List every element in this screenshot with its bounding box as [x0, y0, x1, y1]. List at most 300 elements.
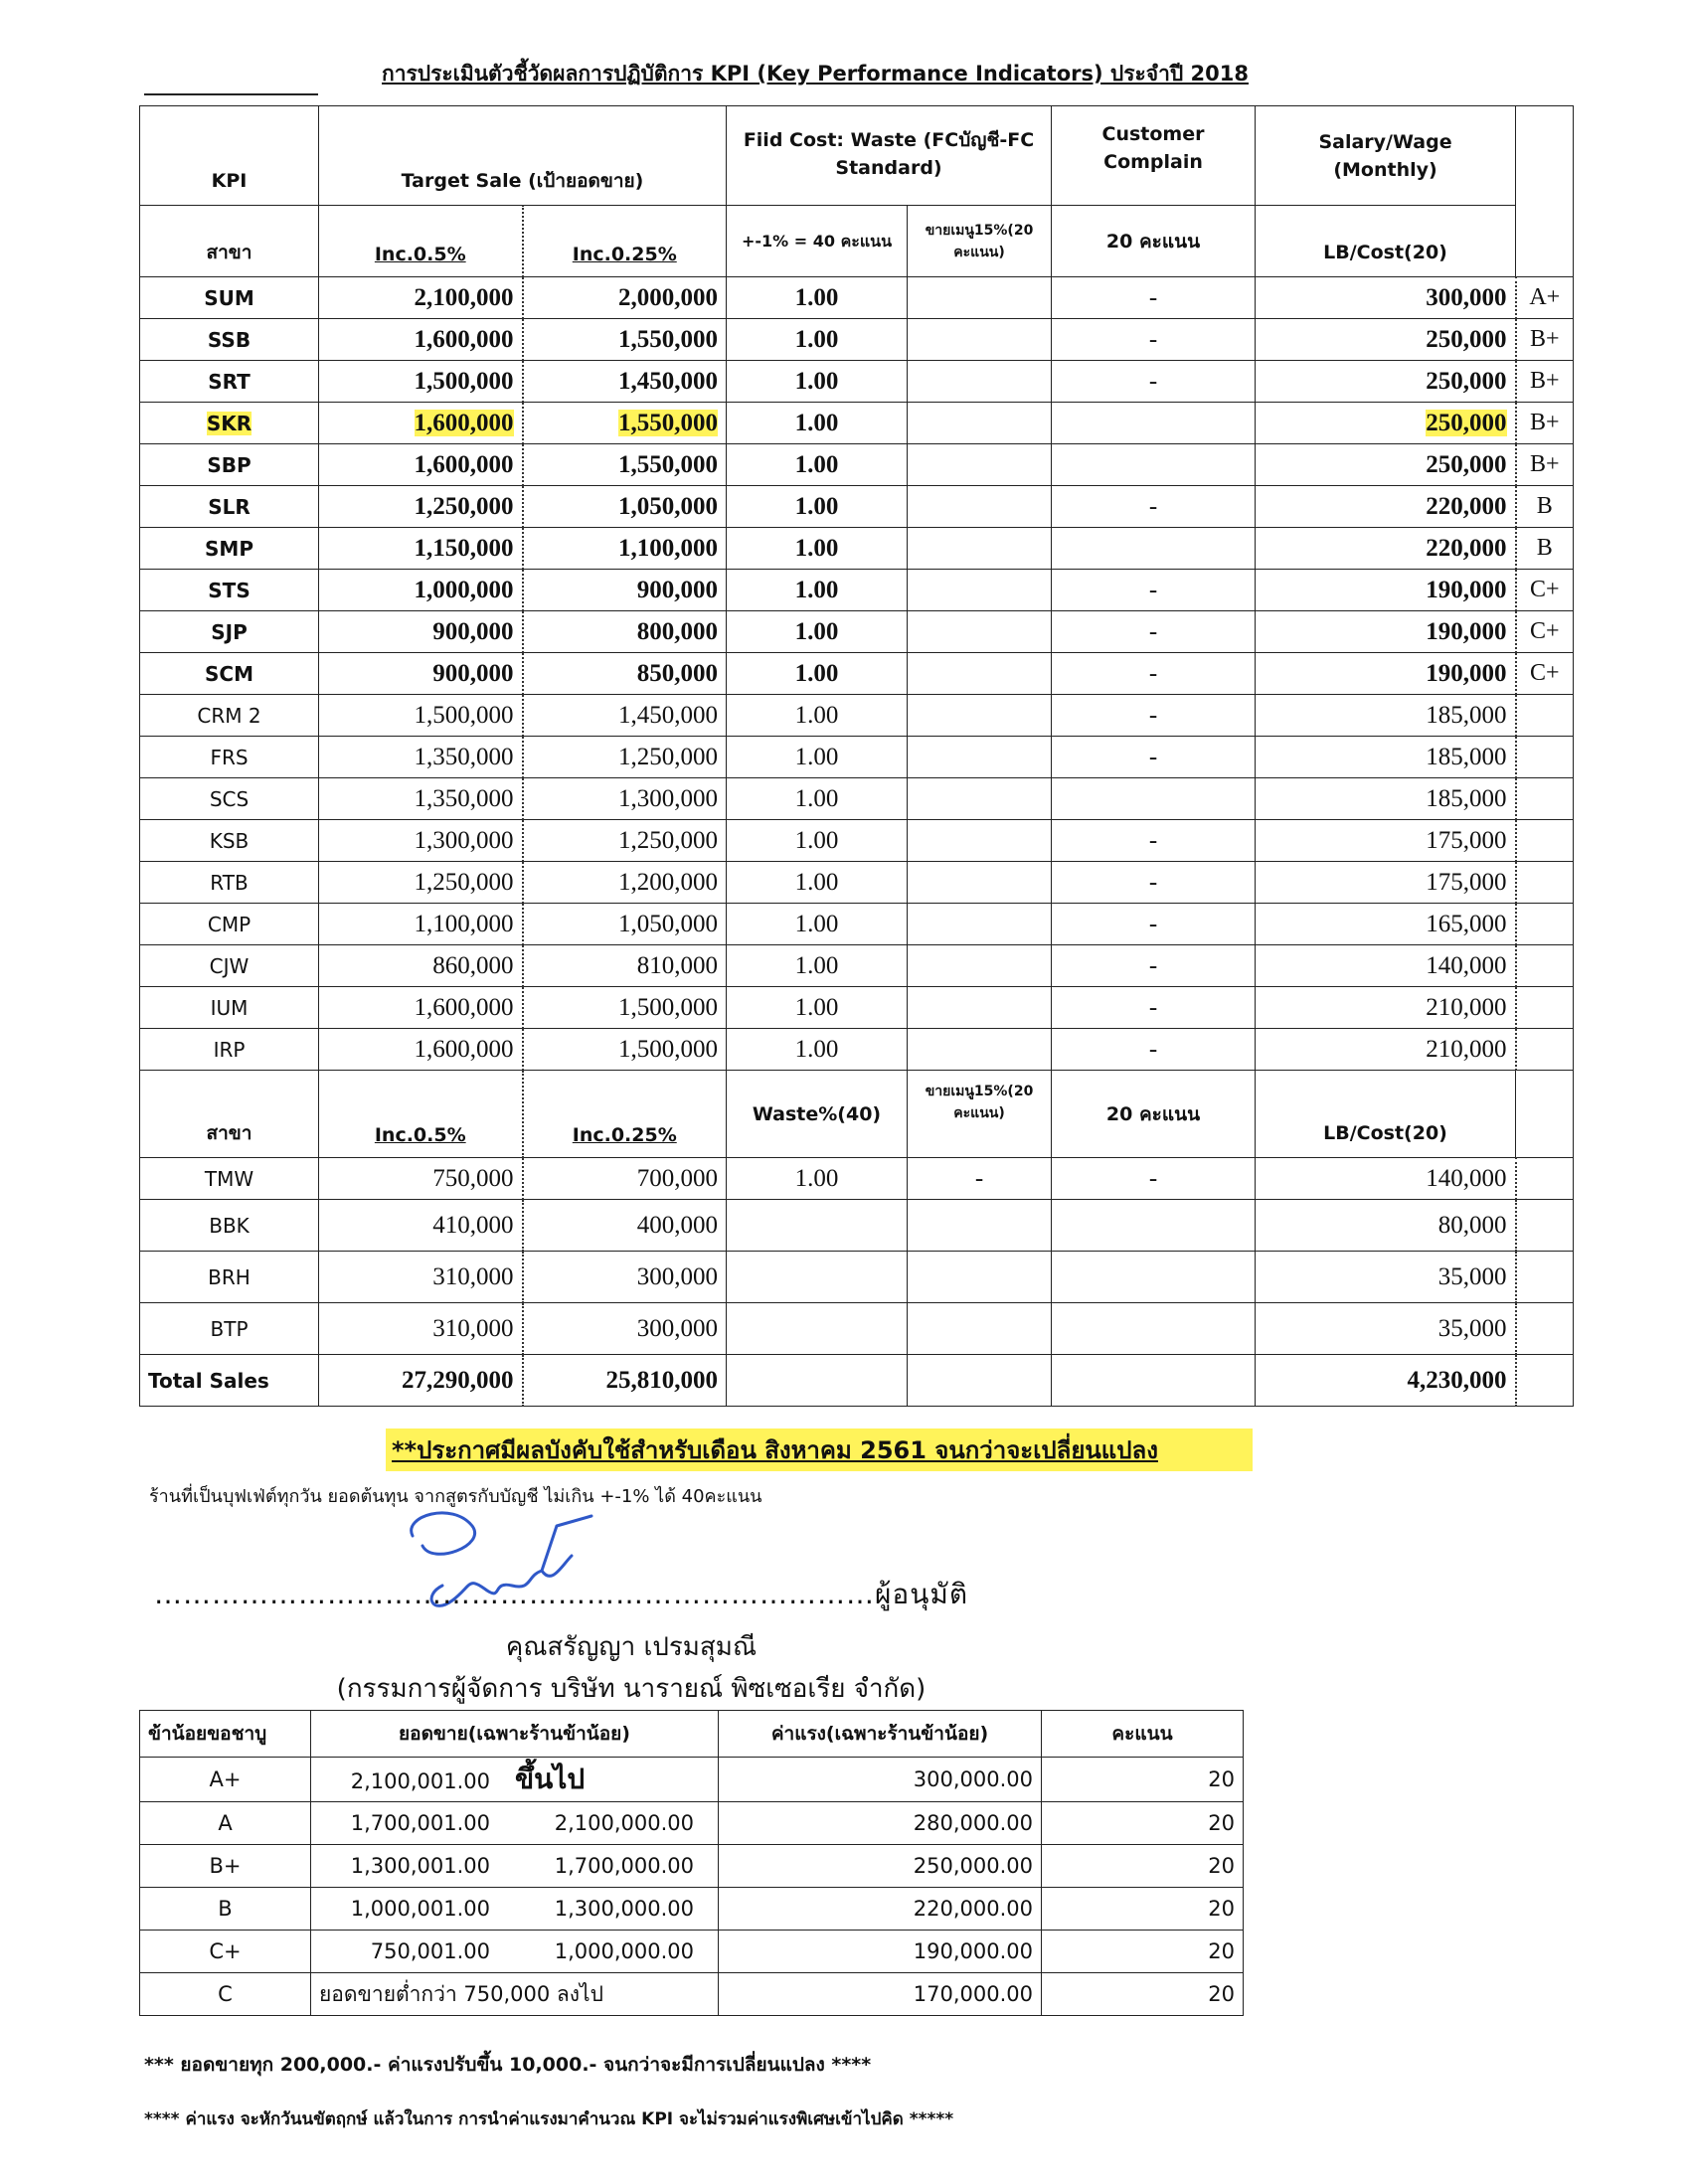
table-row [140, 1158, 1574, 1200]
cell-value: 1,250,000 [618, 743, 719, 770]
cell-value: 20 [1208, 1811, 1235, 1835]
cell-value: 300,000 [1426, 283, 1507, 311]
table-row [140, 987, 1574, 1029]
buffet-cell [908, 444, 1052, 486]
table-row [140, 486, 1574, 528]
inc-05-cell [319, 319, 523, 361]
inc-05-cell [319, 695, 523, 737]
grade-cell [1516, 528, 1574, 570]
grade-row [140, 1888, 1244, 1931]
inc-025-cell [523, 403, 727, 444]
complain-cell [1052, 1158, 1256, 1200]
cell-value: 1.00 [794, 409, 839, 436]
table-row [140, 570, 1574, 611]
cell-value: C+ [1529, 618, 1560, 644]
table-row [140, 1200, 1574, 1252]
cell-value: 1.00 [794, 576, 839, 603]
cell-value: TMW [204, 1166, 254, 1191]
total-inc-025: 25,810,000 [523, 1355, 727, 1407]
cell-value: SSB [207, 327, 252, 352]
cell-value: 2,100,000 [414, 283, 514, 311]
cell-value: C [218, 1982, 233, 2006]
grade-cell [1516, 945, 1574, 987]
cell-value: SBP [207, 452, 252, 477]
fc-cell [727, 945, 908, 987]
fc-cell [727, 653, 908, 695]
cell-value: - [1148, 576, 1158, 603]
grade-cell [1516, 570, 1574, 611]
grade-cell [1516, 987, 1574, 1029]
salary-cell [1256, 1158, 1516, 1200]
cell-value: 190,000 [1426, 576, 1507, 603]
cell-value: 1.00 [794, 450, 839, 478]
cell-value: 310,000 [432, 1314, 514, 1342]
cell-value: 190,000 [1426, 659, 1507, 687]
table-row [140, 1303, 1574, 1355]
salary-cell [1256, 528, 1516, 570]
salary-cell [1256, 611, 1516, 653]
complain-cell [1052, 361, 1256, 403]
cell-value: 900,000 [432, 617, 514, 645]
inc-025-cell [523, 1303, 727, 1355]
cell-value: 750,001.00 [370, 1939, 490, 1963]
grade-header-level: ข้าน้อยขอชาบู [140, 1711, 311, 1758]
salary-cell [1256, 945, 1516, 987]
salary-cell [1256, 862, 1516, 904]
grade-cell [1516, 820, 1574, 862]
branch-cell [140, 778, 319, 820]
grade-cell [1516, 611, 1574, 653]
cell-value: 80,000 [1437, 1211, 1507, 1239]
buffet-cell [908, 945, 1052, 987]
inc-05-cell [319, 403, 523, 444]
cell-value: 140,000 [1426, 951, 1507, 979]
cell-value: 20 [1208, 1939, 1235, 1963]
table-row [140, 444, 1574, 486]
cell-value: B+ [1529, 451, 1560, 477]
cell-value: 1,550,000 [618, 325, 719, 353]
inc-025-cell [523, 737, 727, 778]
grade-wage-cell [719, 1931, 1042, 1973]
cell-value: 220,000 [1426, 492, 1507, 520]
cell-value: 140,000 [1426, 1164, 1507, 1192]
buffet-cell [908, 778, 1052, 820]
cell-value: 165,000 [1426, 910, 1507, 937]
cell-value: 1.00 [794, 868, 839, 896]
grade-cell [1516, 1029, 1574, 1071]
buffet-cell [908, 1200, 1052, 1252]
cell-value: 1,450,000 [618, 701, 719, 729]
complain-cell [1052, 987, 1256, 1029]
subheader-fc-score: +-1% = 40 คะแนน [727, 206, 908, 277]
inc-025-cell [523, 486, 727, 528]
table-row [140, 904, 1574, 945]
cell-value: 220,000.00 [913, 1897, 1033, 1921]
branch-cell [140, 904, 319, 945]
branch-cell [140, 820, 319, 862]
cell-value: CJW [209, 953, 250, 978]
cell-value: SUM [204, 285, 254, 310]
cell-value: 1,450,000 [618, 367, 719, 395]
complain-cell [1052, 778, 1256, 820]
section2-buffet-score: ขายเมนู15%(20 คะแนน) [908, 1071, 1052, 1158]
subheader-inc-05: Inc.0.5% [319, 206, 523, 277]
cell-value: 1.00 [794, 743, 839, 770]
total-blank-buffet [908, 1355, 1052, 1407]
buffet-cell [908, 820, 1052, 862]
cell-value: - [1148, 659, 1158, 687]
grade-score-cell [1042, 1888, 1244, 1931]
cell-value: 1.00 [794, 492, 839, 520]
cell-value: 1,600,000 [414, 450, 514, 478]
cell-value: 1,250,000 [618, 826, 719, 854]
header-kpi: KPI [140, 106, 319, 206]
inc-05-cell [319, 778, 523, 820]
buffet-cell [908, 486, 1052, 528]
cell-value: 1,700,001.00 [350, 1811, 490, 1835]
fc-cell [727, 361, 908, 403]
kpi-table [139, 105, 1574, 1407]
cell-value: 1.00 [794, 325, 839, 353]
salary-cell [1256, 403, 1516, 444]
cell-value: - [1148, 367, 1158, 395]
inc-025-cell [523, 1158, 727, 1200]
salary-cell [1256, 904, 1516, 945]
buffet-cell [908, 862, 1052, 904]
cell-value: 410,000 [432, 1211, 514, 1239]
table-row [140, 737, 1574, 778]
complain-cell [1052, 611, 1256, 653]
branch-cell [140, 361, 319, 403]
cell-value: A+ [1529, 284, 1561, 310]
total-inc-05: 27,290,000 [319, 1355, 523, 1407]
grade-wage-cell [719, 1845, 1042, 1888]
inc-025-cell [523, 1252, 727, 1303]
header-grade-blank [1516, 106, 1574, 277]
approver-position: (กรรมการผู้จัดการ บริษัท นารายณ์ พิซเซอเรีย จำกัด) [336, 1674, 927, 1704]
cell-value: - [1148, 325, 1158, 353]
branch-cell [140, 444, 319, 486]
cell-value: 1.00 [794, 659, 839, 687]
inc-025-cell [523, 611, 727, 653]
fc-cell [727, 1200, 908, 1252]
salary-cell [1256, 277, 1516, 319]
cell-value: 185,000 [1426, 784, 1507, 812]
inc-05-cell [319, 277, 523, 319]
cell-value: 190,000.00 [913, 1939, 1033, 1963]
cell-value: 1,050,000 [618, 492, 719, 520]
cell-value: B+ [1529, 368, 1560, 394]
cell-value: 1,350,000 [414, 743, 514, 770]
fc-cell [727, 444, 908, 486]
grade-level-cell [140, 1845, 311, 1888]
branch-cell [140, 945, 319, 987]
grade-cell [1516, 361, 1574, 403]
branch-cell [140, 1158, 319, 1200]
cell-value: 1,000,000.00 [554, 1939, 694, 1963]
grade-score-cell [1042, 1802, 1244, 1845]
cell-value: 210,000 [1426, 1035, 1507, 1063]
grade-sales-range-cell [311, 1931, 719, 1973]
cell-value: 175,000 [1426, 868, 1507, 896]
title-divider [144, 93, 318, 95]
cell-value: 35,000 [1437, 1314, 1507, 1342]
cell-value: 1,550,000 [618, 409, 719, 436]
cell-value: 900,000 [636, 576, 719, 603]
cell-value: 20 [1208, 1897, 1235, 1921]
table-row [140, 945, 1574, 987]
cell-value: 1.00 [794, 784, 839, 812]
cell-value: 220,000 [1426, 534, 1507, 562]
cell-value: 1,200,000 [618, 868, 719, 896]
grade-cell [1516, 1252, 1574, 1303]
cell-value: 190,000 [1426, 617, 1507, 645]
salary-cell [1256, 1303, 1516, 1355]
cell-value: 210,000 [1426, 993, 1507, 1021]
inc-025-cell [523, 820, 727, 862]
cell-value: SRT [208, 369, 251, 394]
grade-cell [1516, 277, 1574, 319]
section2-inc-025: Inc.0.25% [523, 1071, 727, 1158]
table-row [140, 820, 1574, 862]
complain-cell [1052, 277, 1256, 319]
inc-05-cell [319, 904, 523, 945]
total-blank-complain [1052, 1355, 1256, 1407]
inc-05-cell [319, 361, 523, 403]
cell-value: 1.00 [794, 1035, 839, 1063]
inc-025-cell [523, 653, 727, 695]
cell-value: 700,000 [636, 1164, 719, 1192]
complain-cell [1052, 695, 1256, 737]
cell-value: 1.00 [794, 701, 839, 729]
inc-025-cell [523, 528, 727, 570]
salary-cell [1256, 778, 1516, 820]
buffet-cell [908, 570, 1052, 611]
table-row [140, 778, 1574, 820]
grade-score-cell [1042, 1758, 1244, 1802]
cell-value: IRP [213, 1037, 246, 1062]
cell-value: 850,000 [636, 659, 719, 687]
subheader-branch: สาขา [140, 206, 319, 277]
fc-cell [727, 319, 908, 361]
inc-025-cell [523, 570, 727, 611]
cell-value: 2,100,000.00 [554, 1811, 694, 1835]
table-row [140, 403, 1574, 444]
cell-value: FRS [210, 745, 249, 769]
table-row [140, 361, 1574, 403]
complain-cell [1052, 737, 1256, 778]
complain-cell [1052, 486, 1256, 528]
subheader-inc-025: Inc.0.25% [523, 206, 727, 277]
salary-cell [1256, 737, 1516, 778]
cell-value: B [1536, 535, 1553, 561]
fc-cell [727, 1029, 908, 1071]
cell-value: SMP [205, 536, 253, 561]
grade-cell [1516, 1158, 1574, 1200]
cell-value: 400,000 [636, 1211, 719, 1239]
grade-cell [1516, 1200, 1574, 1252]
buffet-cell [908, 403, 1052, 444]
grade-score-cell [1042, 1973, 1244, 2016]
grade-header-wage: ค่าแรง(เฉพาะร้านข้าน้อย) [719, 1711, 1042, 1758]
inc-05-cell [319, 528, 523, 570]
cell-value: CRM 2 [197, 703, 261, 728]
fc-cell [727, 611, 908, 653]
grade-sales-range-cell [311, 1888, 719, 1931]
inc-025-cell [523, 987, 727, 1029]
cell-value: CMP [207, 912, 252, 936]
cell-value: 810,000 [636, 951, 719, 979]
grade-cell [1516, 403, 1574, 444]
cell-value: C+ [1529, 660, 1560, 686]
fc-cell [727, 528, 908, 570]
inc-025-cell [523, 695, 727, 737]
cell-value: 1.00 [794, 993, 839, 1021]
cell-value: 35,000 [1437, 1262, 1507, 1290]
table-row [140, 653, 1574, 695]
page-title: การประเมินตัวชี้วัดผลการปฏิบัติการ KPI (Key Performance Indicators) ประจำปี 2018 [382, 62, 1249, 85]
cell-value: 800,000 [636, 617, 719, 645]
cell-value: 1,300,000 [414, 826, 514, 854]
branch-cell [140, 987, 319, 1029]
inc-05-cell [319, 737, 523, 778]
grade-table [139, 1710, 1244, 2016]
branch-cell [140, 277, 319, 319]
cell-value: SKR [206, 411, 253, 435]
salary-cell [1256, 820, 1516, 862]
fc-cell [727, 778, 908, 820]
cell-value: ขึ้นไป [515, 1763, 586, 1795]
cell-value: 300,000.00 [913, 1767, 1033, 1791]
header-salary: Salary/Wage (Monthly) [1256, 106, 1516, 206]
grade-cell [1516, 695, 1574, 737]
cell-value: 1.00 [794, 826, 839, 854]
cell-value: SJP [211, 619, 248, 644]
branch-cell [140, 695, 319, 737]
branch-cell [140, 528, 319, 570]
salary-cell [1256, 319, 1516, 361]
cell-value: RTB [210, 870, 249, 895]
cell-value: - [1148, 993, 1158, 1021]
complain-cell [1052, 904, 1256, 945]
salary-cell [1256, 653, 1516, 695]
subheader-complain-score: 20 คะแนน [1052, 206, 1256, 277]
branch-cell [140, 319, 319, 361]
grade-sales-range-cell [311, 1802, 719, 1845]
cell-value: A [218, 1811, 233, 1835]
cell-value: IUM [210, 995, 249, 1020]
grade-level-cell [140, 1931, 311, 1973]
cell-value: B+ [209, 1854, 242, 1878]
inc-05-cell [319, 653, 523, 695]
cell-value: - [1148, 492, 1158, 520]
salary-cell [1256, 1029, 1516, 1071]
fc-cell [727, 277, 908, 319]
grade-row [140, 1973, 1244, 2016]
inc-05-cell [319, 570, 523, 611]
cell-value: 20 [1208, 1982, 1235, 2006]
salary-cell [1256, 1200, 1516, 1252]
fc-cell [727, 1158, 908, 1200]
cell-value: 1,600,000 [414, 325, 514, 353]
inc-05-cell [319, 444, 523, 486]
footnote-wage-step: *** ยอดขายทุก 200,000.- ค่าแรงปรับขึ้น 10,000.- จนกว่าจะมีการเปลี่ยนแปลง **** [144, 2054, 872, 2076]
complain-cell [1052, 1029, 1256, 1071]
cell-value: - [1148, 1164, 1158, 1192]
grade-wage-cell [719, 1973, 1042, 2016]
buffet-cell [908, 987, 1052, 1029]
cell-value: 1,000,000 [414, 576, 514, 603]
inc-025-cell [523, 319, 727, 361]
buffet-cell [908, 737, 1052, 778]
inc-025-cell [523, 1029, 727, 1071]
cell-value: 900,000 [432, 659, 514, 687]
complain-cell [1052, 570, 1256, 611]
salary-cell [1256, 987, 1516, 1029]
cell-value: C+ [1529, 577, 1560, 602]
branch-cell [140, 653, 319, 695]
total-blank-fc [727, 1355, 908, 1407]
inc-025-cell [523, 277, 727, 319]
cell-value: 310,000 [432, 1262, 514, 1290]
cell-value: 1,600,000 [414, 1035, 514, 1063]
cell-value: 1.00 [794, 1164, 839, 1192]
cell-value: 1,100,000 [618, 534, 719, 562]
buffet-cell [908, 653, 1052, 695]
buffet-cell [908, 611, 1052, 653]
cell-value: 170,000.00 [913, 1982, 1033, 2006]
inc-05-cell [319, 945, 523, 987]
complain-cell [1052, 319, 1256, 361]
cell-value: 2,100,001.00 [350, 1769, 490, 1793]
cell-value: SCM [205, 661, 253, 686]
grade-cell [1516, 737, 1574, 778]
total-blank-grade [1516, 1355, 1574, 1407]
fc-cell [727, 737, 908, 778]
inc-05-cell [319, 611, 523, 653]
inc-05-cell [319, 1158, 523, 1200]
grade-wage-cell [719, 1758, 1042, 1802]
total-label: Total Sales [140, 1355, 319, 1407]
branch-cell [140, 570, 319, 611]
cell-value: 1,500,000 [618, 1035, 719, 1063]
complain-cell [1052, 1303, 1256, 1355]
cell-value: - [974, 1164, 984, 1192]
complain-cell [1052, 945, 1256, 987]
buffet-cell [908, 1303, 1052, 1355]
total-salary: 4,230,000 [1256, 1355, 1516, 1407]
fc-cell [727, 820, 908, 862]
cell-value: B [218, 1897, 233, 1921]
complain-cell [1052, 403, 1256, 444]
cell-value: 250,000 [1426, 325, 1507, 353]
cell-value: - [1148, 617, 1158, 645]
grade-level-cell [140, 1888, 311, 1931]
header-customer-complain: Customer Complain [1052, 106, 1256, 206]
inc-025-cell [523, 904, 727, 945]
cell-value: B+ [1529, 410, 1560, 435]
cell-value: 1,300,001.00 [350, 1854, 490, 1878]
grade-cell [1516, 904, 1574, 945]
grade-cell [1516, 1303, 1574, 1355]
cell-value: 2,000,000 [618, 283, 719, 311]
cell-value: 1,300,000 [618, 784, 719, 812]
cell-value: 250,000.00 [913, 1854, 1033, 1878]
complain-cell [1052, 528, 1256, 570]
grade-cell [1516, 319, 1574, 361]
cell-value: 20 [1208, 1854, 1235, 1878]
grade-score-cell [1042, 1931, 1244, 1973]
